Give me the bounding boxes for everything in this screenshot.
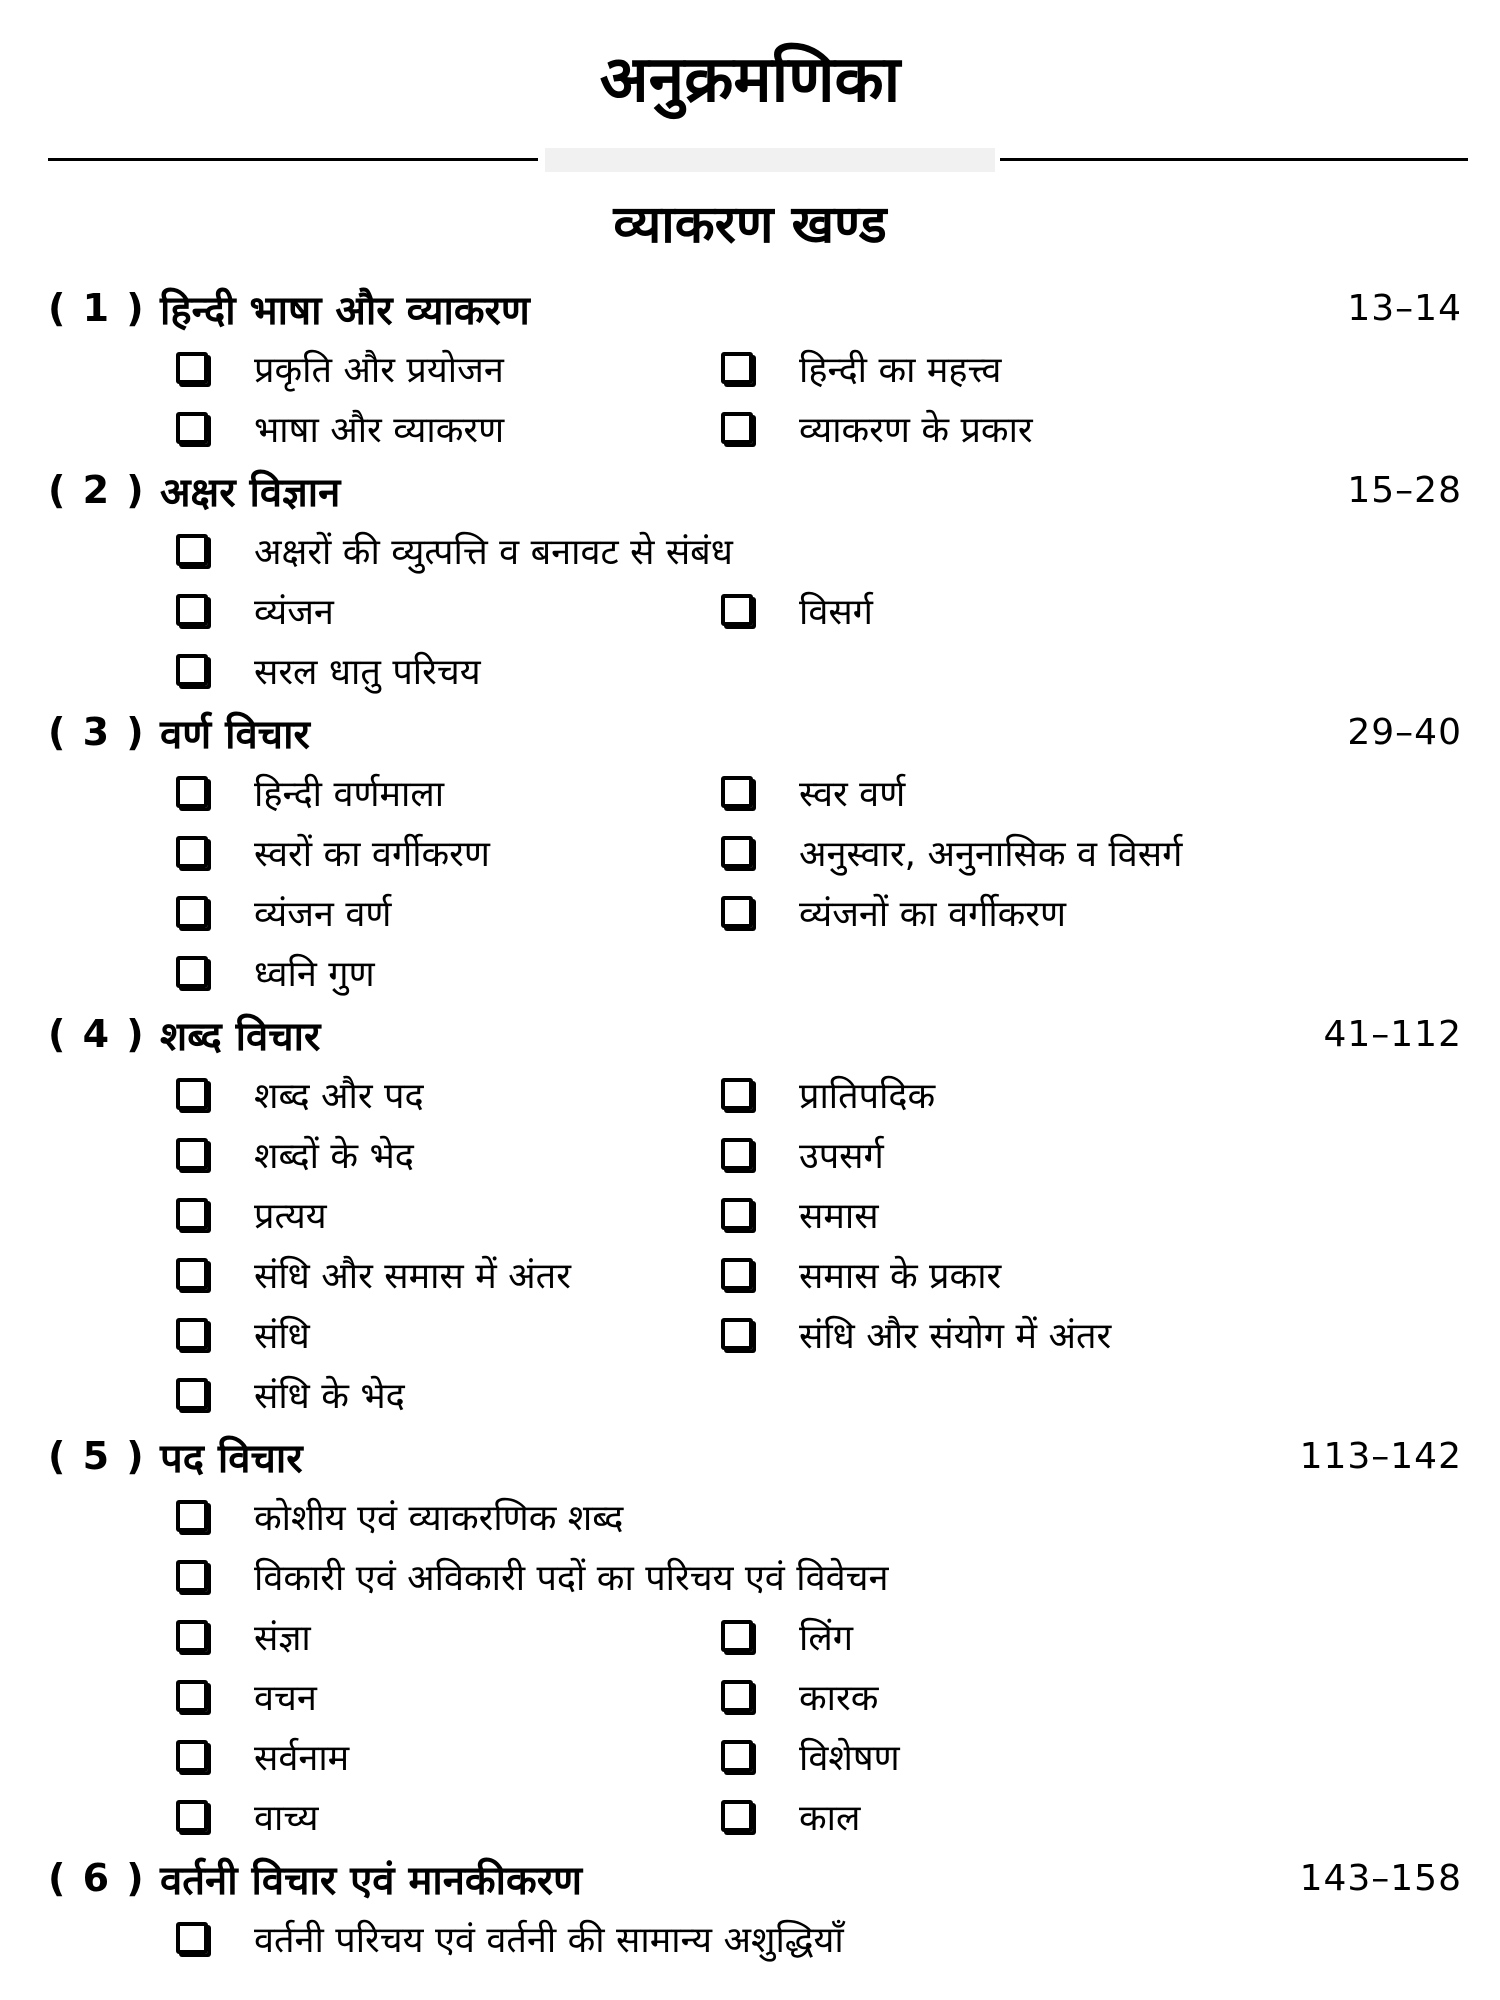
topic-item [176,1064,721,1124]
topic-item [721,1124,1421,1184]
topic-label: लिंग [799,1617,854,1659]
section-heading: व्याकरण खण्ड [613,195,887,255]
table-of-contents [48,278,1468,1970]
topic-label: स्वरों का वर्गीकरण [254,833,490,875]
topic-label: अक्षरों की व्युत्पत्ति व बनावट से संबंध [254,531,733,573]
topic-item [721,822,1421,882]
topic-label: शब्द और पद [254,1075,424,1117]
checkbox-icon [721,1318,753,1350]
checkbox-icon [721,896,753,928]
topic-item [176,398,721,458]
toc-section [48,460,1468,700]
checkbox-icon [721,1800,753,1832]
topic-item [176,520,1421,580]
topic-item [176,640,721,700]
checkbox-icon [176,896,208,928]
checkbox-icon [176,1258,208,1290]
topic-label: कोशीय एवं व्याकरणिक शब्द [254,1497,624,1539]
topic-item [176,882,721,942]
checkbox-icon [176,352,208,384]
topic-item [176,1184,721,1244]
topic-item [721,762,1421,822]
section-title: वर्ण विचार [160,711,310,758]
toc-section [48,1848,1468,1968]
topic-label: उपसर्ग [799,1135,884,1177]
topic-label: समास के प्रकार [799,1255,1002,1297]
topic-item [721,882,1421,942]
topic-item [176,1244,721,1304]
title-divider-right [1000,158,1468,161]
checkbox-icon [176,836,208,868]
checkbox-icon [176,1138,208,1170]
checkbox-icon [721,1258,753,1290]
page-range: 113–142 [1299,1435,1462,1477]
topic-label: व्याकरण के प्रकार [799,409,1033,451]
topic-item [176,762,721,822]
checkbox-icon [176,1378,208,1410]
checkbox-icon [721,1198,753,1230]
topic-list [48,520,1468,700]
topic-item [721,1606,1421,1666]
topic-label: विकारी एवं अविकारी पदों का परिचय एवं विवेचन [254,1557,889,1599]
checkbox-icon [721,776,753,808]
toc-section-header [48,460,1468,520]
topic-item [721,1726,1421,1786]
checkbox-icon [176,776,208,808]
topic-label: व्यंजनों का वर्गीकरण [799,893,1067,935]
topic-label: विसर्ग [799,591,873,633]
topic-item [176,1124,721,1184]
section-title: हिन्दी भाषा और व्याकरण [160,287,530,334]
topic-label: सर्वनाम [254,1737,350,1779]
checkbox-icon [176,1922,208,1954]
topic-list [48,1486,1468,1846]
topic-item [176,1666,721,1726]
section-number: ( 4 ) [48,1012,146,1056]
checkbox-icon [176,956,208,988]
topic-item [176,580,721,640]
toc-section [48,702,1468,1002]
checkbox-icon [721,1680,753,1712]
topic-list [48,338,1468,458]
topic-list [48,1064,1468,1424]
toc-section-header [48,1004,1468,1064]
topic-label: भाषा और व्याकरण [254,409,505,451]
topic-item [721,1786,1421,1846]
toc-section-header [48,1426,1468,1486]
page-range: 143–158 [1299,1857,1462,1899]
section-title: शब्द विचार [160,1013,321,1060]
checkbox-icon [176,534,208,566]
checkbox-icon [176,654,208,686]
topic-item [176,1364,721,1424]
section-number: ( 1 ) [48,286,146,330]
checkbox-icon [721,836,753,868]
topic-label: संज्ञा [254,1617,311,1659]
checkbox-icon [721,1078,753,1110]
topic-label: हिन्दी वर्णमाला [254,773,445,815]
topic-item [721,1184,1421,1244]
topic-item [721,1666,1421,1726]
topic-list [48,1908,1468,1968]
topic-item [176,942,721,1002]
page-range: 15–28 [1347,469,1462,511]
page-range: 29–40 [1347,711,1462,753]
checkbox-icon [721,1138,753,1170]
topic-label: वचन [254,1677,317,1719]
topic-item [176,338,721,398]
topic-label: प्रकृति और प्रयोजन [254,349,504,391]
topic-item [721,1244,1421,1304]
section-title: पद विचार [160,1435,303,1482]
page-title: अनुक्रमणिका [599,43,901,117]
topic-label: प्रातिपदिक [799,1075,936,1117]
topic-label: सरल धातु परिचय [254,651,481,693]
section-number: ( 5 ) [48,1434,146,1478]
topic-label: अनुस्वार, अनुनासिक व विसर्ग [799,833,1183,875]
toc-section-header [48,278,1468,338]
checkbox-icon [176,1740,208,1772]
topic-label: संधि [254,1315,310,1357]
checkbox-icon [721,1740,753,1772]
divider-smudge [545,148,995,172]
topic-label: हिन्दी का महत्त्व [799,349,1002,391]
page-range: 13–14 [1347,287,1462,329]
topic-label: विशेषण [799,1737,900,1779]
checkbox-icon [176,1500,208,1532]
topic-item [176,1304,721,1364]
checkbox-icon [176,1560,208,1592]
title-divider-left [48,158,538,161]
topic-label: व्यंजन [254,591,334,633]
topic-label: वाच्य [254,1797,319,1839]
topic-label: काल [799,1797,861,1839]
toc-section-header [48,702,1468,762]
topic-item [176,1546,1421,1606]
checkbox-icon [176,412,208,444]
topic-item [721,580,1421,640]
checkbox-icon [176,1620,208,1652]
topic-item [176,1908,1421,1968]
topic-item [176,1726,721,1786]
section-number: ( 2 ) [48,468,146,512]
page-range: 41–112 [1323,1013,1462,1055]
checkbox-icon [176,1198,208,1230]
topic-item [176,1606,721,1666]
topic-label: स्वर वर्ण [799,773,906,815]
toc-section [48,278,1468,458]
section-title: अक्षर विज्ञान [160,469,341,516]
topic-item [176,1486,1421,1546]
topic-item [721,1304,1421,1364]
toc-section [48,1426,1468,1846]
checkbox-icon [721,1620,753,1652]
toc-section [48,1004,1468,1424]
checkbox-icon [721,352,753,384]
topic-item [721,398,1421,458]
topic-label: समास [799,1195,879,1237]
topic-item [176,1786,721,1846]
topic-label: प्रत्यय [254,1195,327,1237]
topic-label: संधि और समास में अंतर [254,1255,571,1297]
section-number: ( 6 ) [48,1856,146,1900]
checkbox-icon [176,1318,208,1350]
topic-item [176,822,721,882]
topic-label: संधि के भेद [254,1375,405,1417]
topic-label: वर्तनी परिचय एवं वर्तनी की सामान्य अशुद्धियाँ [254,1919,844,1961]
topic-item [721,1064,1421,1124]
section-number: ( 3 ) [48,710,146,754]
section-title: वर्तनी विचार एवं मानकीकरण [160,1857,583,1904]
checkbox-icon [176,1078,208,1110]
topic-label: कारक [799,1677,879,1719]
topic-item [721,338,1421,398]
topic-label: शब्दों के भेद [254,1135,414,1177]
topic-list [48,762,1468,1002]
checkbox-icon [176,1800,208,1832]
toc-section-header [48,1848,1468,1908]
checkbox-icon [721,412,753,444]
checkbox-icon [721,594,753,626]
checkbox-icon [176,594,208,626]
topic-label: व्यंजन वर्ण [254,893,392,935]
topic-label: ध्वनि गुण [254,953,375,995]
checkbox-icon [176,1680,208,1712]
topic-label: संधि और संयोग में अंतर [799,1315,1112,1357]
